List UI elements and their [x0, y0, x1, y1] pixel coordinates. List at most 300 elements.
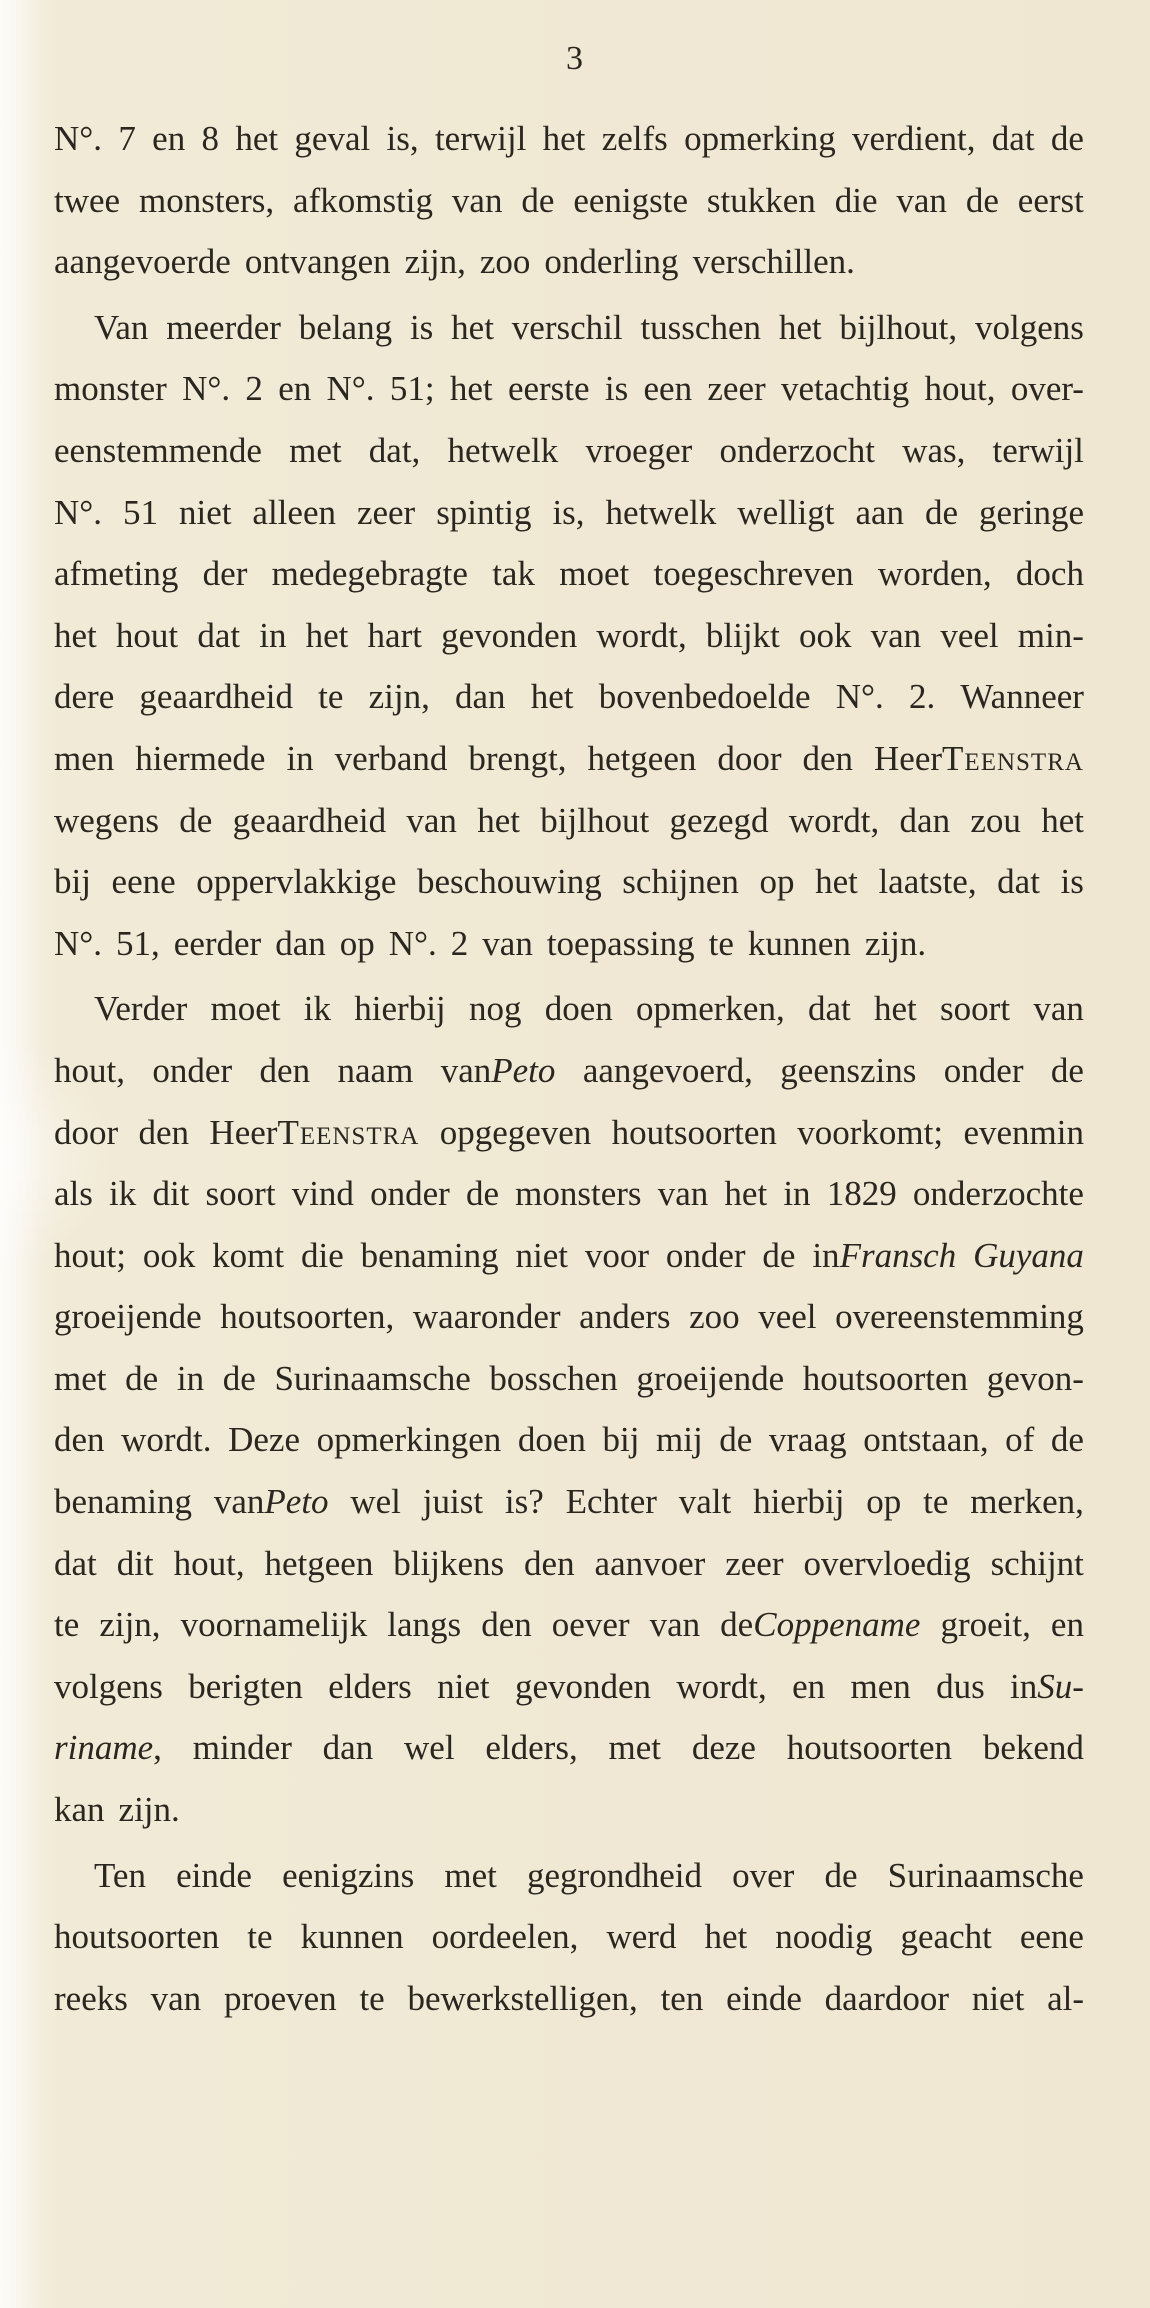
word: laatste, — [878, 862, 977, 902]
word: de — [824, 1855, 858, 1895]
word: in — [783, 1174, 811, 1214]
word: Ten — [94, 1855, 146, 1895]
word: kunnen — [747, 923, 851, 963]
word: Echter — [565, 1482, 657, 1522]
word: vraag — [768, 1420, 847, 1460]
word: bosschen — [489, 1358, 618, 1398]
word: waaronder — [412, 1297, 561, 1337]
word: in — [259, 615, 287, 655]
word: doen — [544, 989, 613, 1029]
word: en — [152, 119, 186, 158]
word: kunnen — [300, 1917, 404, 1957]
word: van — [870, 615, 922, 655]
word: bij — [602, 1420, 640, 1460]
word: , — [153, 1728, 162, 1768]
word: op — [759, 862, 795, 902]
text-line — [54, 978, 1084, 1040]
word: dat — [807, 989, 851, 1029]
word: hart — [367, 615, 422, 655]
text-line — [54, 1286, 1084, 1348]
word: 7 — [118, 119, 136, 158]
word: het — [477, 800, 520, 840]
word: wordt. — [121, 1420, 212, 1460]
word: 8 — [201, 119, 220, 158]
word: benaming — [54, 1482, 193, 1522]
word: den — [54, 1420, 105, 1460]
word: het — [1041, 800, 1084, 840]
word: soort — [205, 1174, 276, 1214]
word: toegeschreven — [653, 554, 854, 594]
word: niet — [971, 1978, 1025, 2018]
word: het — [704, 1917, 748, 1957]
word — [214, 1471, 329, 1533]
word: van — [482, 923, 533, 963]
word — [874, 728, 1084, 790]
word: vroeger — [585, 430, 693, 470]
text-line — [54, 1225, 1084, 1287]
word: hetwelk — [605, 492, 717, 532]
word: bij — [54, 862, 91, 902]
word: riname — [54, 1728, 154, 1768]
word: en — [278, 369, 312, 409]
word: zijn. — [118, 1790, 180, 1830]
text-line — [54, 1163, 1084, 1225]
word: gevon- — [986, 1358, 1084, 1398]
word: opmerken, — [636, 989, 785, 1029]
word: deze — [691, 1728, 756, 1768]
word: de — [179, 800, 213, 840]
word: zijn, — [99, 1605, 161, 1645]
word: nog — [468, 989, 522, 1029]
word: onderzocht — [719, 430, 875, 470]
word: verschil — [511, 307, 623, 347]
word: langs — [387, 1605, 462, 1645]
word: door — [717, 738, 782, 778]
word: ook — [142, 1235, 196, 1275]
word: kan — [54, 1790, 105, 1830]
word: de — [1050, 1050, 1084, 1090]
word: geringe — [979, 492, 1084, 532]
text-line — [54, 666, 1084, 728]
word: volgens — [975, 307, 1084, 347]
word: dan — [322, 1728, 374, 1768]
word: 2. — [908, 677, 936, 717]
word: zeer — [707, 369, 766, 409]
word: terwijl — [992, 430, 1084, 470]
word: 2 — [245, 369, 263, 409]
word: aan — [855, 492, 905, 532]
word: einde — [726, 1978, 802, 2018]
text-line — [54, 1906, 1084, 1968]
word: Teenstra — [277, 1112, 420, 1152]
word: valt — [678, 1482, 732, 1522]
word: daardoor — [824, 1978, 950, 2018]
word: geenszins — [780, 1050, 917, 1090]
word: onder — [665, 1235, 746, 1275]
text-line — [54, 1594, 1084, 1656]
word: hout, — [924, 369, 996, 409]
text-line — [54, 1968, 1084, 2030]
word: noodig — [775, 1917, 873, 1957]
word: houtsoorten — [802, 1358, 969, 1398]
word: der — [202, 554, 248, 594]
word: opmerkingen — [316, 1420, 502, 1460]
word — [1010, 1656, 1084, 1718]
word: stukken — [706, 180, 816, 220]
word: elders — [328, 1666, 412, 1706]
word: het — [874, 989, 917, 1029]
word: Wanneer — [960, 677, 1084, 717]
word: minder — [192, 1728, 292, 1768]
word: hierbij — [354, 989, 446, 1029]
word: van — [896, 180, 947, 220]
word: te — [708, 923, 734, 963]
word: Verder — [94, 989, 188, 1029]
word: hout; — [54, 1235, 126, 1275]
word: komt — [212, 1235, 285, 1275]
word: dat — [997, 862, 1040, 902]
word: den — [138, 1112, 190, 1152]
word: het — [235, 119, 279, 158]
word: hierbij — [753, 1482, 845, 1522]
word: hout — [115, 615, 179, 655]
word: het — [542, 119, 586, 158]
word: het — [724, 1174, 768, 1214]
word: Heer — [874, 738, 943, 778]
word: dit — [116, 1543, 154, 1583]
word: het — [815, 862, 858, 902]
word: spintig — [436, 492, 532, 532]
word: het — [305, 615, 349, 655]
word: dere — [54, 677, 115, 717]
word: wel — [350, 1482, 401, 1522]
text-line — [54, 1471, 1084, 1533]
word: van — [150, 1978, 202, 2018]
word: doen — [517, 1420, 586, 1460]
text-line — [54, 482, 1084, 544]
word: van — [406, 800, 457, 840]
word: wordt, — [788, 800, 880, 840]
word: gegrondheid — [527, 1855, 702, 1895]
word: met — [444, 1855, 497, 1895]
word: evenmin — [963, 1112, 1084, 1152]
word: afkomstig — [293, 180, 434, 220]
word: het — [778, 307, 822, 347]
word: te — [247, 1917, 273, 1957]
word: houtsoorten, — [220, 1297, 395, 1337]
text-line — [54, 1656, 1084, 1718]
word: monsters, — [138, 180, 275, 220]
word: Guyana — [973, 1235, 1084, 1275]
word: eenigzins — [282, 1855, 415, 1895]
word: op — [339, 923, 375, 963]
word: verdient, — [852, 119, 976, 158]
text-line — [54, 851, 1084, 913]
word: naam — [337, 1050, 414, 1090]
word: bijlhout, — [839, 307, 958, 347]
word: niet — [515, 1235, 568, 1275]
word: de — [762, 1235, 796, 1275]
word: veel — [940, 615, 999, 655]
word: dan — [899, 800, 951, 840]
word: alleen — [252, 492, 336, 532]
word: overeenstemming — [835, 1297, 1084, 1337]
word: eene — [111, 862, 176, 902]
word: zou — [970, 800, 1021, 840]
word: Deze — [228, 1420, 300, 1460]
word: in — [812, 1235, 840, 1275]
word: bijlhout — [540, 800, 650, 840]
word: en — [1050, 1605, 1084, 1645]
word: oppervlakkige — [196, 862, 397, 902]
word: houtsoorten — [611, 1112, 777, 1152]
word: onder — [943, 1050, 1024, 1090]
word: vind — [291, 1174, 354, 1214]
word — [812, 1225, 956, 1287]
text-line — [54, 1409, 1084, 1471]
word: onder — [152, 1050, 233, 1090]
word: Surinaamsche — [887, 1855, 1084, 1895]
word: wegens — [54, 800, 159, 840]
word: met — [54, 1358, 107, 1398]
word: gevonden — [441, 615, 578, 655]
word: aangevoerde — [54, 242, 231, 282]
word — [54, 1717, 162, 1779]
word: moet — [210, 989, 281, 1029]
word: merken, — [970, 1482, 1084, 1522]
word: is? — [504, 1482, 544, 1522]
word — [441, 1040, 556, 1102]
word: aanvoer — [594, 1543, 706, 1583]
text-line — [54, 790, 1084, 852]
word: dus — [936, 1666, 985, 1706]
word: onderling — [544, 242, 679, 282]
word: verband — [334, 738, 448, 778]
text-line — [54, 913, 1084, 975]
word: bovenbedoelde — [598, 677, 811, 717]
word: hetwelk — [447, 430, 559, 470]
word: hout, — [54, 1050, 125, 1090]
word: Heer — [209, 1112, 278, 1152]
word: ten — [660, 1978, 704, 2018]
text-line — [54, 297, 1084, 359]
word: juist — [422, 1482, 484, 1522]
word: N°. — [326, 369, 375, 409]
word: geaardheid — [139, 677, 293, 717]
word: bewerkstelligen, — [407, 1978, 638, 2018]
word: verschillen. — [692, 242, 855, 282]
word: al- — [1047, 1978, 1084, 2018]
word: 1829 — [826, 1174, 897, 1214]
word: Fransch — [839, 1235, 957, 1275]
body-text — [54, 108, 1084, 2029]
word: den — [481, 1605, 532, 1645]
word: of — [1005, 1420, 1035, 1460]
word: hetgeen — [587, 738, 697, 778]
word: zeer — [725, 1543, 784, 1583]
word: werd — [606, 1917, 677, 1957]
word: Surinaamsche — [274, 1358, 471, 1398]
word: men — [850, 1666, 911, 1706]
word: soort — [940, 989, 1011, 1029]
word: het — [54, 615, 97, 655]
word: van — [213, 1482, 265, 1522]
word: blijkens — [393, 1543, 505, 1583]
word: de — [720, 1605, 754, 1645]
word: oever — [551, 1605, 630, 1645]
text-line — [54, 1348, 1084, 1410]
word: van — [649, 1605, 701, 1645]
word: het — [451, 307, 494, 347]
word: geacht — [900, 1917, 992, 1957]
word: tak — [492, 554, 535, 594]
word: voor — [584, 1235, 649, 1275]
word: voornamelijk — [180, 1605, 368, 1645]
word: eene — [1019, 1917, 1084, 1957]
word: 51, — [116, 923, 160, 963]
word: op — [866, 1482, 902, 1522]
word: worden, — [877, 554, 992, 594]
word: met — [289, 430, 342, 470]
word: onder — [370, 1174, 450, 1214]
word: voorkomt; — [797, 1112, 944, 1152]
word: dan — [275, 923, 326, 963]
text-line — [54, 420, 1084, 482]
word: zijn, — [404, 242, 466, 282]
word — [209, 1102, 419, 1164]
word: in — [1010, 1666, 1038, 1706]
word: meerder — [166, 307, 281, 347]
word: van — [657, 1174, 709, 1214]
word: zijn. — [864, 923, 927, 963]
word — [720, 1594, 920, 1656]
word: houtsoorten — [54, 1917, 220, 1957]
word: de — [965, 180, 999, 220]
word: van — [1033, 989, 1084, 1029]
word: is — [604, 369, 629, 409]
word: met — [608, 1728, 662, 1768]
word: zijn, — [368, 677, 430, 717]
word: benaming — [360, 1235, 499, 1275]
word: aangevoerd, — [582, 1050, 753, 1090]
word: gevonden — [514, 1666, 652, 1706]
word: wordt, — [596, 615, 687, 655]
word: medegebragte — [271, 554, 468, 594]
word: het — [530, 677, 574, 717]
word: in — [286, 738, 314, 778]
text-line — [54, 1533, 1084, 1595]
word: was, — [902, 430, 966, 470]
word: Coppename — [753, 1605, 921, 1645]
word: als — [54, 1174, 93, 1214]
word: N°. — [182, 369, 231, 409]
word: N°. — [54, 119, 103, 158]
word: groeijende — [54, 1297, 202, 1337]
word: dit — [152, 1174, 190, 1214]
word: wordt, — [676, 1666, 767, 1706]
word: in — [176, 1358, 205, 1398]
word: is — [1060, 862, 1084, 902]
word: geaardheid — [232, 800, 387, 840]
word: gezegd — [669, 800, 769, 840]
word: Van — [94, 307, 149, 347]
word: dan — [455, 677, 506, 717]
text-line — [54, 1717, 1084, 1779]
word: eerst — [1017, 180, 1084, 220]
word: van — [440, 1050, 492, 1090]
text-line — [54, 543, 1084, 605]
word: de — [719, 1420, 753, 1460]
word: vetachtig — [780, 369, 910, 409]
word: Su- — [1037, 1666, 1084, 1706]
word: reeks — [54, 1978, 128, 2018]
text-line — [54, 605, 1084, 667]
word: elders, — [485, 1728, 578, 1768]
word: over — [732, 1855, 795, 1895]
word: de — [1050, 119, 1084, 158]
text-line — [54, 1040, 1084, 1102]
word: N°. — [388, 923, 437, 963]
word: is, — [552, 492, 585, 532]
word: schijnen — [622, 862, 739, 902]
word: groeijende — [636, 1358, 785, 1398]
word: zoo — [689, 1297, 740, 1337]
word: 51 — [123, 492, 158, 532]
word: N°. — [54, 923, 103, 963]
word: volgens — [54, 1666, 163, 1706]
word: de — [222, 1358, 256, 1398]
word: beschouwing — [417, 862, 602, 902]
word: de — [521, 180, 555, 220]
word: welligt — [737, 492, 835, 532]
word: moet — [559, 554, 630, 594]
word: anders — [579, 1297, 671, 1337]
word: ik — [109, 1174, 137, 1214]
word: eerder — [173, 923, 262, 963]
word: groeit, — [940, 1605, 1031, 1645]
word: doch — [1015, 554, 1084, 594]
word: 2 — [450, 923, 469, 963]
word: en — [792, 1666, 826, 1706]
word: dat — [991, 119, 1035, 158]
word: die — [834, 180, 878, 220]
word: eenigste — [573, 180, 689, 220]
word: dat — [197, 615, 241, 655]
word: is, — [386, 119, 419, 158]
word: te — [318, 677, 344, 717]
word: ook — [798, 615, 852, 655]
word: den — [802, 738, 854, 778]
word: bekend — [982, 1728, 1084, 1768]
word: Teenstra — [942, 738, 1084, 778]
word: veel — [758, 1297, 817, 1337]
word: het — [449, 369, 493, 409]
word: eenstemmende — [54, 430, 262, 470]
word: berigten — [188, 1666, 303, 1706]
word: afmeting — [54, 554, 179, 594]
page-number: 3 — [566, 40, 584, 77]
word: mij — [656, 1420, 703, 1460]
word: blijkt — [705, 615, 780, 655]
word: proeven — [223, 1978, 337, 2018]
word: hiermede — [135, 738, 266, 778]
word: te — [359, 1978, 385, 2018]
word: over- — [1010, 369, 1084, 409]
word: geval — [294, 119, 371, 158]
word: monsters — [515, 1174, 642, 1214]
word: terwijl — [434, 119, 527, 158]
word: hout, — [173, 1543, 245, 1583]
